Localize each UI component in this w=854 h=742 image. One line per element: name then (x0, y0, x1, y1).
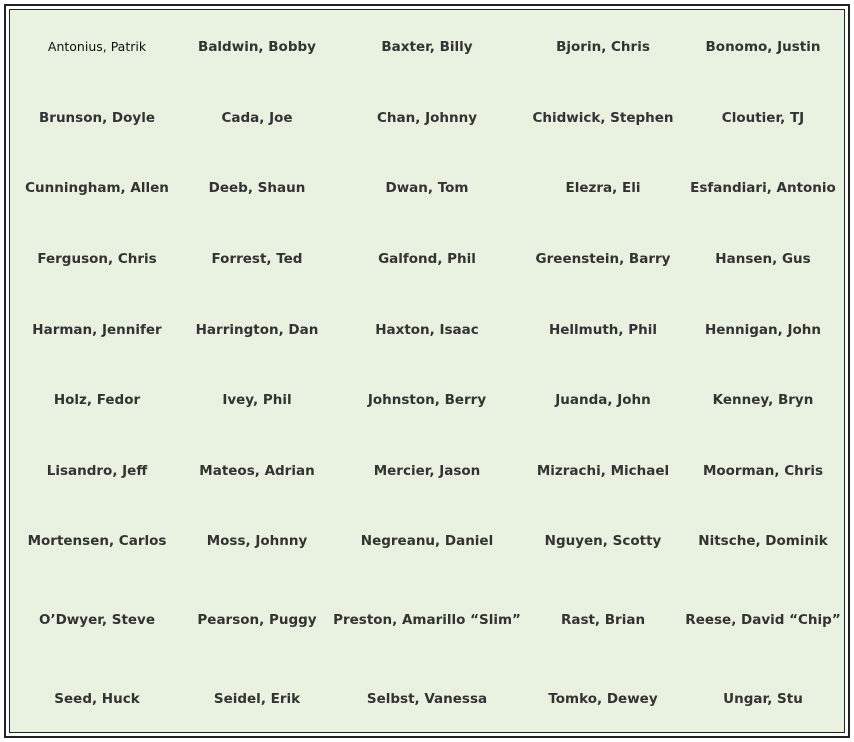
name-cell: Brunson, Doyle (39, 109, 155, 126)
table-row (12, 294, 842, 365)
name-cell: Seed, Huck (54, 690, 140, 707)
name-cell: Ungar, Stu (723, 690, 803, 707)
name-cell: Preston, Amarillo “Slim” (333, 611, 521, 628)
names-table (12, 12, 842, 734)
table-row (12, 577, 842, 664)
table-row (12, 153, 842, 224)
name-cell: Bonomo, Justin (705, 39, 821, 56)
name-cell: Holz, Fedor (53, 392, 141, 409)
outer-frame (4, 4, 850, 738)
name-cell: Hennigan, John (704, 321, 822, 338)
table-row (12, 12, 842, 83)
name-cell: Dwan, Tom (385, 180, 469, 197)
name-cell: Juanda, John (555, 392, 651, 409)
name-cell: Baxter, Billy (381, 39, 473, 56)
name-cell: Lisandro, Jeff (46, 462, 148, 479)
name-cell: Cloutier, TJ (721, 109, 805, 126)
name-cell: Seidel, Erik (213, 690, 301, 707)
name-cell: Deeb, Shaun (208, 180, 306, 197)
name-cell: O’Dwyer, Steve (38, 611, 156, 628)
name-cell: Harrington, Dan (195, 321, 319, 338)
name-cell: Nitsche, Dominik (698, 533, 828, 550)
name-cell: Tomko, Dewey (548, 690, 658, 707)
name-cell: Chidwick, Stephen (532, 109, 674, 126)
name-cell: Mercier, Jason (373, 462, 481, 479)
name-cell: Bjorin, Chris (556, 39, 650, 56)
name-table-panel (9, 9, 845, 733)
name-cell: Esfandiari, Antonio (690, 180, 836, 197)
name-cell: Baldwin, Bobby (198, 39, 316, 56)
name-cell: Cada, Joe (221, 109, 293, 126)
table-row (12, 224, 842, 295)
name-cell: Nguyen, Scotty (544, 533, 662, 550)
table-row (12, 365, 842, 436)
name-cell: Harman, Jennifer (32, 321, 162, 338)
name-cell: Cunningham, Allen (25, 180, 169, 197)
name-cell: Greenstein, Barry (535, 251, 671, 268)
name-cell: Mizrachi, Michael (536, 462, 670, 479)
name-cell: Elezra, Eli (565, 180, 641, 197)
name-cell: Antonius, Patrik (47, 39, 147, 55)
name-cell: Reese, David “Chip” (685, 611, 841, 628)
name-cell: Mortensen, Carlos (27, 533, 167, 550)
table-row (12, 83, 842, 154)
name-cell: Ferguson, Chris (37, 251, 157, 268)
name-cell: Hellmuth, Phil (548, 321, 658, 338)
name-cell: Selbst, Vanessa (366, 690, 488, 707)
name-cell: Johnston, Berry (367, 392, 487, 409)
table-row (12, 506, 842, 577)
name-cell: Moss, Johnny (206, 533, 308, 550)
name-cell: Haxton, Isaac (375, 321, 479, 338)
name-cell: Forrest, Ted (211, 251, 303, 268)
name-cell: Kenney, Bryn (712, 392, 814, 409)
table-row (12, 663, 842, 734)
name-cell: Negreanu, Daniel (360, 533, 494, 550)
name-cell: Chan, Johnny (377, 109, 477, 126)
table-row (12, 435, 842, 506)
name-cell: Ivey, Phil (222, 392, 292, 409)
name-cell: Hansen, Gus (715, 251, 811, 268)
name-cell: Galfond, Phil (378, 251, 476, 268)
name-cell: Pearson, Puggy (197, 611, 317, 628)
name-cell: Moorman, Chris (702, 462, 824, 479)
name-cell: Mateos, Adrian (199, 462, 315, 479)
name-cell: Rast, Brian (560, 611, 646, 628)
